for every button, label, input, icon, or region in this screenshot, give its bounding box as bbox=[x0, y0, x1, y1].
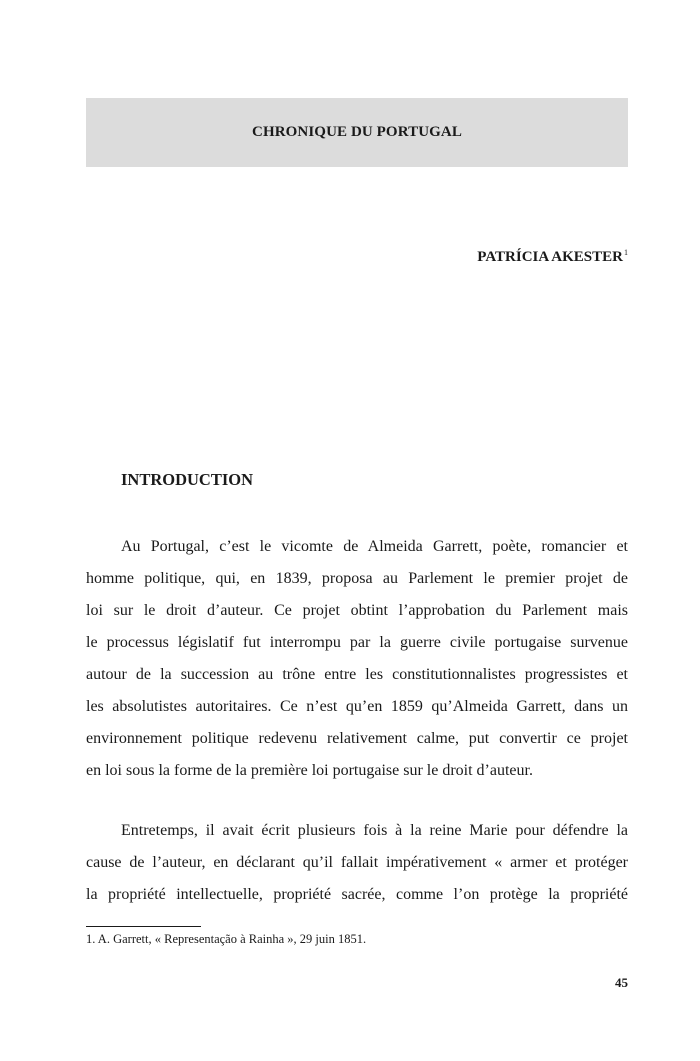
body-paragraph-2 bbox=[86, 815, 628, 911]
author-name: PATRÍCIA AKESTER bbox=[477, 249, 623, 265]
paragraph-line: autour de la succession au trône entre les constitutionnalistes progressistes et bbox=[86, 666, 628, 683]
paragraph-line: cause de l’auteur, en déclarant qu’il fallait impérativement « armer et protéger bbox=[86, 854, 628, 871]
author-footnote-marker[interactable]: 1 bbox=[624, 248, 628, 257]
paragraph-line: homme politique, qui, en 1839, proposa au Parlement le premier projet de bbox=[86, 570, 628, 587]
author-name-block bbox=[477, 248, 628, 266]
paragraph-line: les absolutistes autoritaires. Ce n’est qu’en 1859 qu’Almeida Garrett, dans un bbox=[86, 698, 628, 715]
paragraph-line: Au Portugal, c’est le vicomte de Almeida Garrett, poète, romancier et bbox=[121, 538, 628, 555]
paragraph-line: en loi sous la forme de la première loi portugaise sur le droit d’auteur. bbox=[86, 762, 533, 779]
page-number: 45 bbox=[615, 975, 628, 990]
chapter-banner bbox=[86, 98, 628, 167]
paragraph-line: la propriété intellectuelle, propriété sacrée, comme l’on protège la propriété bbox=[86, 886, 628, 903]
paragraph-line: environnement politique redevenu relativement calme, put convertir ce projet bbox=[86, 730, 628, 747]
chapter-title: CHRONIQUE DU PORTUGAL bbox=[252, 124, 462, 140]
paragraph-line: Entretemps, il avait écrit plusieurs fois à la reine Marie pour défendre la bbox=[121, 822, 628, 839]
footnote: 1. A. Garrett, « Representação à Rainha », 29 juin 1851. bbox=[86, 932, 367, 946]
section-heading: INTRODUCTION bbox=[121, 470, 254, 489]
paragraph-line: loi sur le droit d’auteur. Ce projet obtint l’approbation du Parlement mais bbox=[86, 602, 628, 619]
footnote-separator bbox=[86, 926, 201, 927]
body-paragraph-1 bbox=[86, 531, 628, 787]
paragraph-line: le processus législatif fut interrompu par la guerre civile portugaise survenue bbox=[86, 634, 628, 651]
